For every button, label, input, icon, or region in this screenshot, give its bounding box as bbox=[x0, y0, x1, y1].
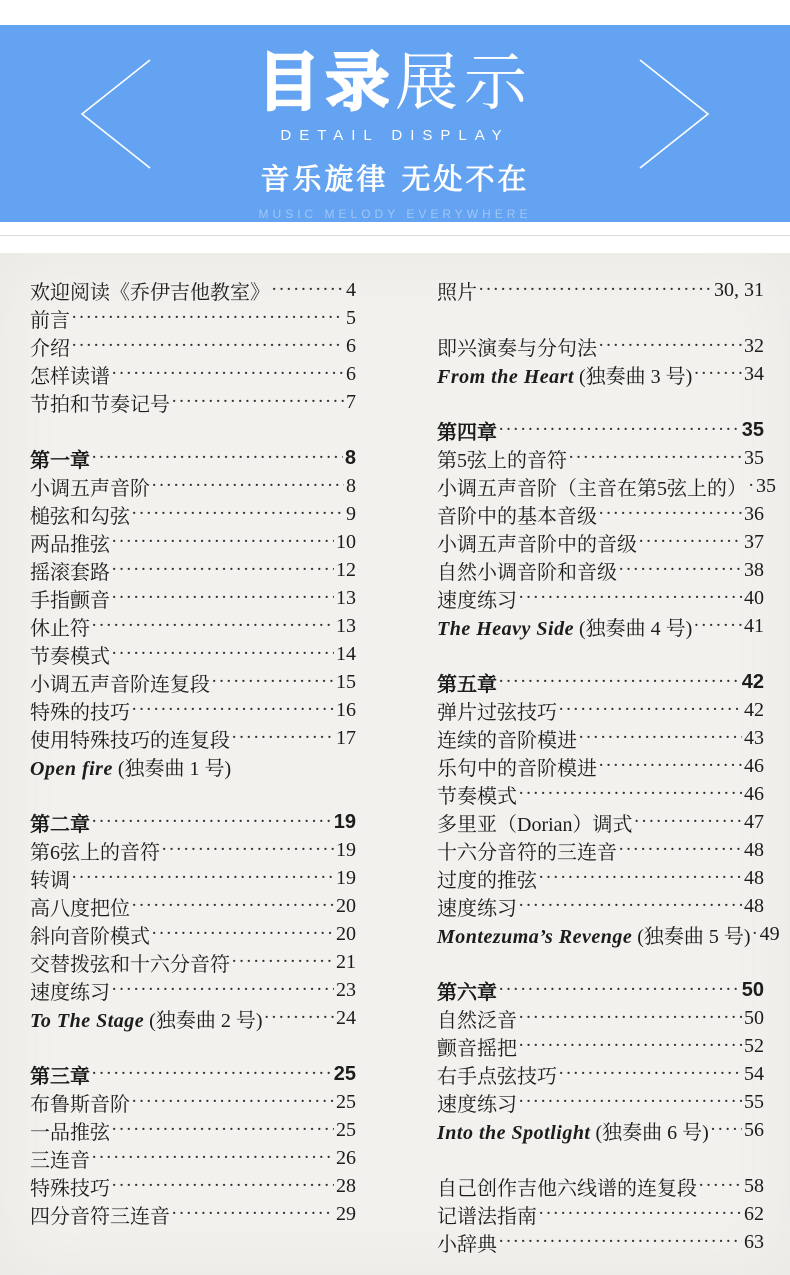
entry-title: 十六分音符的三连音 bbox=[437, 841, 617, 864]
dot-leader bbox=[638, 531, 742, 553]
toc-entry-row bbox=[30, 584, 356, 612]
toc-entry-row bbox=[30, 696, 356, 724]
toc-chapter-row bbox=[437, 668, 764, 696]
page-number: 10 bbox=[336, 530, 356, 553]
toc-entry-row bbox=[30, 948, 356, 976]
page-number: 13 bbox=[336, 614, 356, 637]
page-number: 26 bbox=[336, 1146, 356, 1169]
dot-leader bbox=[498, 1231, 742, 1253]
toc-section bbox=[437, 332, 764, 388]
dot-leader bbox=[618, 839, 742, 861]
entry-title: 第四章 bbox=[437, 421, 497, 444]
toc-entry-row bbox=[30, 388, 356, 416]
toc-entry-row bbox=[30, 836, 356, 864]
dot-leader bbox=[111, 559, 334, 581]
toc-entry-row bbox=[30, 332, 356, 360]
toc-entry-row bbox=[437, 1088, 764, 1116]
entry-title: Open fire (独奏曲 1 号) bbox=[30, 757, 232, 780]
dot-leader bbox=[263, 1007, 334, 1029]
dot-leader bbox=[598, 503, 742, 525]
toc-entry-row bbox=[30, 724, 356, 752]
dot-leader bbox=[211, 671, 334, 693]
dot-leader bbox=[111, 979, 334, 1001]
toc-entry-row bbox=[437, 780, 764, 808]
toc-section bbox=[437, 1172, 764, 1256]
page-number: 13 bbox=[336, 586, 356, 609]
page-number: 54 bbox=[744, 1062, 764, 1085]
page-number: 50 bbox=[744, 1006, 764, 1029]
entry-title: Montezuma’s Revenge (独奏曲 5 号) bbox=[437, 925, 751, 948]
dot-leader bbox=[578, 727, 742, 749]
dot-leader bbox=[698, 1175, 742, 1197]
toc-entry-row bbox=[437, 360, 764, 388]
page-number: 4 bbox=[346, 278, 356, 301]
toc-entry-row bbox=[437, 1116, 764, 1144]
page-number: 63 bbox=[744, 1230, 764, 1253]
dot-leader bbox=[634, 811, 742, 833]
entry-title-english: Montezuma’s Revenge bbox=[437, 925, 633, 948]
page-number: 25 bbox=[333, 1062, 356, 1085]
toc-entry-row bbox=[437, 892, 764, 920]
entry-title: 速度练习 bbox=[437, 589, 517, 612]
toc-entry-row bbox=[437, 752, 764, 780]
entry-title: 槌弦和勾弦 bbox=[30, 505, 130, 528]
page-number: 19 bbox=[333, 810, 356, 833]
toc-entry-row bbox=[437, 500, 764, 528]
page-number: 24 bbox=[336, 1006, 356, 1029]
toc-section bbox=[30, 808, 356, 1032]
entry-title: 四分音符三连音 bbox=[30, 1205, 170, 1228]
entry-title: 第三章 bbox=[30, 1065, 90, 1088]
entry-title: 三连音 bbox=[30, 1149, 90, 1172]
page-number: 55 bbox=[744, 1090, 764, 1113]
page-number: 21 bbox=[336, 950, 356, 973]
dot-leader bbox=[558, 1063, 742, 1085]
entry-title: Into the Spotlight (独奏曲 6 号) bbox=[437, 1121, 709, 1144]
page-number: 17 bbox=[336, 726, 356, 749]
toc-entry-row bbox=[30, 276, 356, 304]
entry-title: 过度的推弦 bbox=[437, 869, 537, 892]
entry-title: 节奏模式 bbox=[437, 785, 517, 808]
entry-title: 怎样读谱 bbox=[30, 365, 110, 388]
chevron-left-icon bbox=[78, 58, 154, 170]
dot-leader bbox=[748, 475, 754, 497]
dot-leader bbox=[171, 1203, 334, 1225]
dot-leader bbox=[618, 559, 742, 581]
page-number: 23 bbox=[336, 978, 356, 1001]
page-number: 19 bbox=[336, 838, 356, 861]
dot-leader bbox=[271, 279, 344, 301]
entry-title: 第五章 bbox=[437, 673, 497, 696]
banner-subtitle: DETAIL DISPLAY bbox=[280, 127, 510, 144]
dot-leader bbox=[478, 279, 712, 301]
dot-leader bbox=[693, 363, 742, 385]
entry-title: 速度练习 bbox=[437, 1093, 517, 1116]
toc-entry-row bbox=[437, 612, 764, 640]
page-number: 14 bbox=[336, 642, 356, 665]
toc-entry-row bbox=[30, 360, 356, 388]
entry-title-english: Open fire bbox=[30, 757, 113, 780]
toc-entry-row bbox=[437, 472, 776, 500]
entry-title: 摇滚套路 bbox=[30, 561, 110, 584]
page-number: 8 bbox=[346, 474, 356, 497]
toc-entry-row bbox=[30, 1004, 356, 1032]
entry-title: 转调 bbox=[30, 869, 70, 892]
page-number: 52 bbox=[744, 1034, 764, 1057]
toc-section bbox=[437, 276, 764, 304]
toc-chapter-row bbox=[30, 444, 356, 472]
entry-title: 自然泛音 bbox=[437, 1009, 517, 1032]
entry-title: 速度练习 bbox=[30, 981, 110, 1004]
entry-title: 布鲁斯音阶 bbox=[30, 1093, 130, 1116]
entry-title: 照片 bbox=[437, 281, 477, 304]
entry-title: 使用特殊技巧的连复段 bbox=[30, 729, 230, 752]
banner bbox=[0, 25, 790, 222]
page-number: 32 bbox=[744, 334, 764, 357]
entry-title: 介绍 bbox=[30, 337, 70, 360]
toc-page bbox=[0, 253, 790, 1275]
page-number: 37 bbox=[744, 530, 764, 553]
dot-leader bbox=[568, 447, 742, 469]
dot-leader bbox=[91, 1063, 332, 1085]
toc-entry-row bbox=[30, 976, 356, 1004]
page-number: 46 bbox=[744, 782, 764, 805]
entry-title: The Heavy Side (独奏曲 4 号) bbox=[437, 617, 693, 640]
page-number: 20 bbox=[336, 894, 356, 917]
entry-title: 小调五声音阶 bbox=[30, 477, 150, 500]
entry-title: 颤音摇把 bbox=[437, 1037, 517, 1060]
entry-title: 乐句中的音阶模进 bbox=[437, 757, 597, 780]
dot-leader bbox=[498, 979, 740, 1001]
dot-leader bbox=[558, 699, 742, 721]
page-number: 42 bbox=[741, 670, 764, 693]
toc-entry-row bbox=[30, 1144, 356, 1172]
dot-leader bbox=[71, 307, 344, 329]
page-number: 7 bbox=[346, 390, 356, 413]
dot-leader bbox=[231, 951, 334, 973]
dot-leader bbox=[752, 923, 758, 945]
dot-leader bbox=[518, 587, 742, 609]
entry-title: 小调五声音阶中的音级 bbox=[437, 533, 637, 556]
toc-column-left bbox=[30, 276, 356, 1228]
page-number: 38 bbox=[744, 558, 764, 581]
toc-entry-row bbox=[30, 668, 356, 696]
dot-leader bbox=[111, 587, 334, 609]
entry-title: 欢迎阅读《乔伊吉他教室》 bbox=[30, 281, 270, 304]
toc-entry-row bbox=[437, 1200, 764, 1228]
page-number: 47 bbox=[744, 810, 764, 833]
page-number: 46 bbox=[744, 754, 764, 777]
entry-title: 第6弦上的音符 bbox=[30, 841, 160, 864]
page-number: 36 bbox=[744, 502, 764, 525]
banner-title-secondary: 展示 bbox=[395, 48, 533, 118]
page-number: 42 bbox=[744, 698, 764, 721]
page-number: 25 bbox=[336, 1090, 356, 1113]
toc-entry-row bbox=[437, 1172, 764, 1200]
toc-entry-row bbox=[437, 276, 764, 304]
page-number: 40 bbox=[744, 586, 764, 609]
entry-title: 第5弦上的音符 bbox=[437, 449, 567, 472]
toc-entry-row bbox=[30, 892, 356, 920]
dot-leader bbox=[598, 755, 742, 777]
toc-chapter-row bbox=[30, 808, 356, 836]
entry-title: 一品推弦 bbox=[30, 1121, 110, 1144]
entry-title: 连续的音阶模进 bbox=[437, 729, 577, 752]
entry-title-english: Into the Spotlight bbox=[437, 1121, 591, 1144]
page-number: 48 bbox=[744, 894, 764, 917]
page-number: 29 bbox=[336, 1202, 356, 1225]
toc-entry-row bbox=[437, 808, 764, 836]
toc-entry-row bbox=[437, 1032, 764, 1060]
entry-title: 斜向音阶模式 bbox=[30, 925, 150, 948]
entry-title: 弹片过弦技巧 bbox=[437, 701, 557, 724]
dot-leader bbox=[171, 391, 344, 413]
dot-leader bbox=[498, 671, 740, 693]
dot-leader bbox=[598, 335, 742, 357]
entry-title: 记谱法指南 bbox=[437, 1205, 537, 1228]
page-number: 35 bbox=[741, 418, 764, 441]
toc-column-right bbox=[437, 276, 780, 1256]
entry-title: 第六章 bbox=[437, 981, 497, 1004]
page-number: 16 bbox=[336, 698, 356, 721]
page-number: 9 bbox=[346, 502, 356, 525]
dot-leader bbox=[131, 503, 344, 525]
toc-entry-row bbox=[437, 556, 764, 584]
entry-title: 节拍和节奏记号 bbox=[30, 393, 170, 416]
entry-title: 特殊的技巧 bbox=[30, 701, 130, 724]
entry-title: 即兴演奏与分句法 bbox=[437, 337, 597, 360]
entry-title: 节奏模式 bbox=[30, 645, 110, 668]
entry-title: 音阶中的基本音级 bbox=[437, 505, 597, 528]
toc-entry-row bbox=[30, 304, 356, 332]
dot-leader bbox=[693, 615, 742, 637]
page-number: 62 bbox=[744, 1202, 764, 1225]
page-number: 6 bbox=[346, 362, 356, 385]
dot-leader bbox=[111, 531, 334, 553]
page-number: 28 bbox=[336, 1174, 356, 1197]
entry-title: 右手点弦技巧 bbox=[437, 1065, 557, 1088]
dot-leader bbox=[91, 447, 343, 469]
toc-entry-row bbox=[30, 1172, 356, 1200]
toc-entry-row bbox=[437, 836, 764, 864]
chevron-right-icon bbox=[636, 58, 712, 170]
toc-section bbox=[437, 668, 780, 948]
toc-entry-row bbox=[437, 864, 764, 892]
toc-entry-row bbox=[30, 1200, 356, 1228]
entry-title: 第二章 bbox=[30, 813, 90, 836]
toc-entry-row bbox=[30, 500, 356, 528]
dot-leader bbox=[518, 895, 742, 917]
entry-title: 前言 bbox=[30, 309, 70, 332]
dot-leader bbox=[151, 475, 344, 497]
toc-section bbox=[30, 276, 356, 416]
toc-entry-row bbox=[437, 584, 764, 612]
entry-title: 速度练习 bbox=[437, 897, 517, 920]
entry-title: From the Heart (独奏曲 3 号) bbox=[437, 365, 693, 388]
page-number: 50 bbox=[741, 978, 764, 1001]
toc-section bbox=[437, 416, 776, 640]
dot-leader bbox=[91, 1147, 334, 1169]
page-number: 20 bbox=[336, 922, 356, 945]
page-number: 6 bbox=[346, 334, 356, 357]
entry-title: 多里亚（Dorian）调式 bbox=[437, 813, 633, 836]
entry-title: 特殊技巧 bbox=[30, 1177, 110, 1200]
dot-leader bbox=[231, 727, 334, 749]
dot-leader bbox=[538, 867, 742, 889]
toc-chapter-row bbox=[437, 416, 764, 444]
page-number: 41 bbox=[744, 614, 764, 637]
toc-entry-row bbox=[30, 752, 356, 780]
toc-entry-row bbox=[437, 1004, 764, 1032]
page-number: 35 bbox=[756, 474, 776, 497]
dot-leader bbox=[111, 643, 334, 665]
entry-title: 高八度把位 bbox=[30, 897, 130, 920]
page-number: 15 bbox=[336, 670, 356, 693]
entry-title: 休止符 bbox=[30, 617, 90, 640]
toc-entry-row bbox=[437, 724, 764, 752]
page-number: 35 bbox=[744, 446, 764, 469]
page-number: 43 bbox=[744, 726, 764, 749]
toc-entry-row bbox=[30, 640, 356, 668]
entry-title: To The Stage (独奏曲 2 号) bbox=[30, 1009, 263, 1032]
dot-leader bbox=[161, 839, 334, 861]
dot-leader bbox=[518, 1091, 742, 1113]
divider-line bbox=[0, 235, 790, 236]
entry-title: 小调五声音阶（主音在第5弦上的） bbox=[437, 477, 747, 500]
toc-entry-row bbox=[30, 864, 356, 892]
entry-title: 手指颤音 bbox=[30, 589, 110, 612]
dot-leader bbox=[131, 895, 334, 917]
entry-title: 自然小调音阶和音级 bbox=[437, 561, 617, 584]
toc-chapter-row bbox=[30, 1060, 356, 1088]
toc-entry-row bbox=[437, 528, 764, 556]
page-number: 34 bbox=[744, 362, 764, 385]
dot-leader bbox=[518, 1007, 742, 1029]
toc-entry-row bbox=[30, 528, 356, 556]
page-number: 12 bbox=[336, 558, 356, 581]
page-number: 58 bbox=[744, 1174, 764, 1197]
toc-section bbox=[30, 444, 356, 780]
dot-leader bbox=[91, 615, 334, 637]
page-number: 49 bbox=[759, 922, 780, 945]
page-number: 19 bbox=[336, 866, 356, 889]
banner-title-primary: 目录 bbox=[257, 46, 395, 119]
toc-entry-row bbox=[437, 332, 764, 360]
toc-entry-row bbox=[437, 1060, 764, 1088]
page-number: 48 bbox=[744, 838, 764, 861]
toc-entry-row bbox=[437, 1228, 764, 1256]
dot-leader bbox=[111, 1119, 334, 1141]
entry-title-english: From the Heart bbox=[437, 365, 575, 388]
dot-leader bbox=[111, 1175, 334, 1197]
dot-leader bbox=[71, 867, 334, 889]
toc-entry-row bbox=[30, 1088, 356, 1116]
page-number: 56 bbox=[744, 1118, 764, 1141]
toc-entry-row bbox=[30, 612, 356, 640]
toc-section bbox=[30, 1060, 356, 1228]
entry-title: 自己创作吉他六线谱的连复段 bbox=[437, 1177, 697, 1200]
toc-entry-row bbox=[437, 696, 764, 724]
entry-title: 两品推弦 bbox=[30, 533, 110, 556]
toc-entry-row bbox=[437, 920, 780, 948]
page-number: 25 bbox=[336, 1118, 356, 1141]
page-number: 8 bbox=[344, 446, 356, 469]
dot-leader bbox=[111, 363, 344, 385]
toc-entry-row bbox=[437, 444, 764, 472]
dot-leader bbox=[518, 783, 742, 805]
toc-section bbox=[437, 976, 764, 1144]
dot-leader bbox=[131, 699, 334, 721]
page-number: 30, 31 bbox=[714, 278, 764, 301]
dot-leader bbox=[518, 1035, 742, 1057]
entry-title: 小调五声音阶连复段 bbox=[30, 673, 210, 696]
dot-leader bbox=[71, 335, 344, 357]
dot-leader bbox=[91, 811, 332, 833]
toc-entry-row bbox=[30, 556, 356, 584]
page-number: 5 bbox=[346, 306, 356, 329]
dot-leader bbox=[498, 419, 740, 441]
dot-leader bbox=[538, 1203, 742, 1225]
entry-title: 第一章 bbox=[30, 449, 90, 472]
entry-title: 交替拨弦和十六分音符 bbox=[30, 953, 230, 976]
toc-entry-row bbox=[30, 1116, 356, 1144]
banner-tagline-english: MUSIC MELODY EVERYWHERE bbox=[258, 207, 532, 221]
toc-chapter-row bbox=[437, 976, 764, 1004]
banner-tagline: 音乐旋律 无处不在 bbox=[260, 162, 530, 196]
dot-leader bbox=[151, 923, 334, 945]
dot-leader bbox=[710, 1119, 742, 1141]
entry-title-english: The Heavy Side bbox=[437, 617, 574, 640]
entry-title: 小辞典 bbox=[437, 1233, 497, 1256]
toc-entry-row bbox=[30, 472, 356, 500]
page-number: 48 bbox=[744, 866, 764, 889]
entry-title-english: To The Stage bbox=[30, 1009, 145, 1032]
dot-leader bbox=[131, 1091, 334, 1113]
toc-entry-row bbox=[30, 920, 356, 948]
